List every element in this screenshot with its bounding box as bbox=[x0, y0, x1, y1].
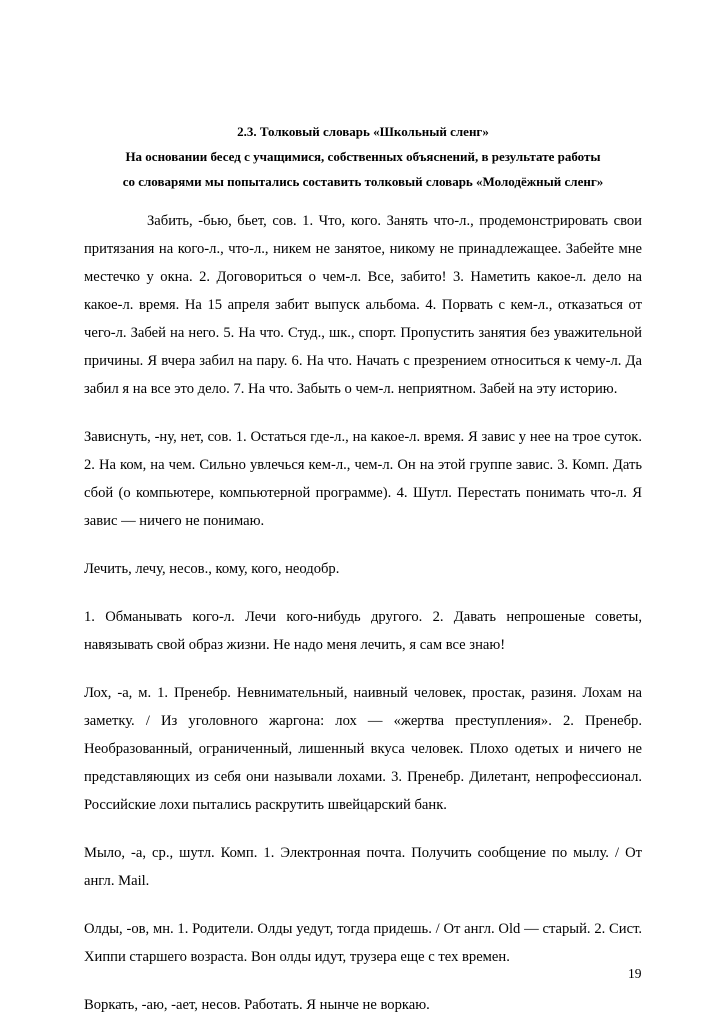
page-number: 19 bbox=[628, 966, 642, 981]
dictionary-body bbox=[84, 207, 642, 1019]
section-subtitle-line-2: со словарями мы попытались составить толковый словарь «Молодёжный сленг» bbox=[122, 174, 604, 189]
dictionary-entry-zabit: Забить, -бью, бьет, сов. 1. Что, кого. Занять что-л., продемонстрировать свои притязания на кого-л., что-л., никем не занятое, никому не принадлежащее. Забейте мне местечко у окна. 2. Договориться о чем-л. Все, забито! 3. Наметить какое-л. дело на какое-л. время. На 15 апреля забит выпуск альбома. 4. Порвать с кем-л., отказаться от чего-л. Забей на него. 5. На что. Студ., шк., спорт. Пропустить занятия без уважительной причины. Я вчера забил на пару. 6. На что. Начать с презрением относиться к чему-л. Да забил я на все это дело. 7. На что. Забыть о чем-л. неприятном. Забей на эту историю. bbox=[84, 213, 642, 397]
dictionary-entry-loh: Лох, -а, м. 1. Пренебр. Невнимательный, наивный человек, простак, разиня. Лохам на заметку. / Из уголовного жаргона: лох — «жертва преступления». 2. Пренебр. Необразованный, ограниченный, лишенный вкуса человек. Плохо одетых и ничего не представляющих из себя они называли лохами. 3. Пренебр. Дилетант, непрофессионал. Российские лохи пытались раскрутить швейцарский банк. bbox=[84, 685, 642, 813]
section-subtitle-line-1: На основании бесед с учащимися, собственных объяснений, в результате работы bbox=[125, 149, 601, 164]
dictionary-entry-lechit-meanings: 1. Обманывать кого-л. Лечи кого-нибудь другого. 2. Давать непрошеные советы, навязывать свой образ жизни. Не надо меня лечить, я сам все знаю! bbox=[84, 609, 642, 653]
dictionary-entry-mylo: Мыло, -а, ср., шутл. Комп. 1. Электронная почта. Получить сообщение по мылу. / От англ. Mail. bbox=[84, 845, 642, 889]
dictionary-entry-oldy: Олды, -ов, мн. 1. Родители. Олды уедут, тогда придешь. / От англ. Old — старый. 2. Сист. Хиппи старшего возраста. Вон олды идут, трузера еще с тех времен. bbox=[84, 921, 642, 965]
dictionary-entry-vorkat: Воркать, -аю, -ает, несов. Работать. Я нынче не воркаю. bbox=[84, 997, 430, 1013]
section-title: 2.3. Толковый словарь «Школьный сленг» bbox=[237, 124, 489, 139]
dictionary-entry-lechit-header: Лечить, лечу, несов., кому, кого, неодобр. bbox=[84, 561, 340, 577]
dictionary-entry-zavisnut: Зависнуть, -ну, нет, сов. 1. Остаться где-л., на какое-л. время. Я завис у нее на трое суток. 2. На ком, на чем. Сильно увлечься кем-л., чем-л. Он на этой группе завис. 3. Комп. Дать сбой (о компьютере, компьютерной программе). 4. Шутл. Перестать понимать что-л. Я завис — ничего не понимаю. bbox=[84, 429, 642, 529]
section-heading bbox=[84, 119, 642, 194]
